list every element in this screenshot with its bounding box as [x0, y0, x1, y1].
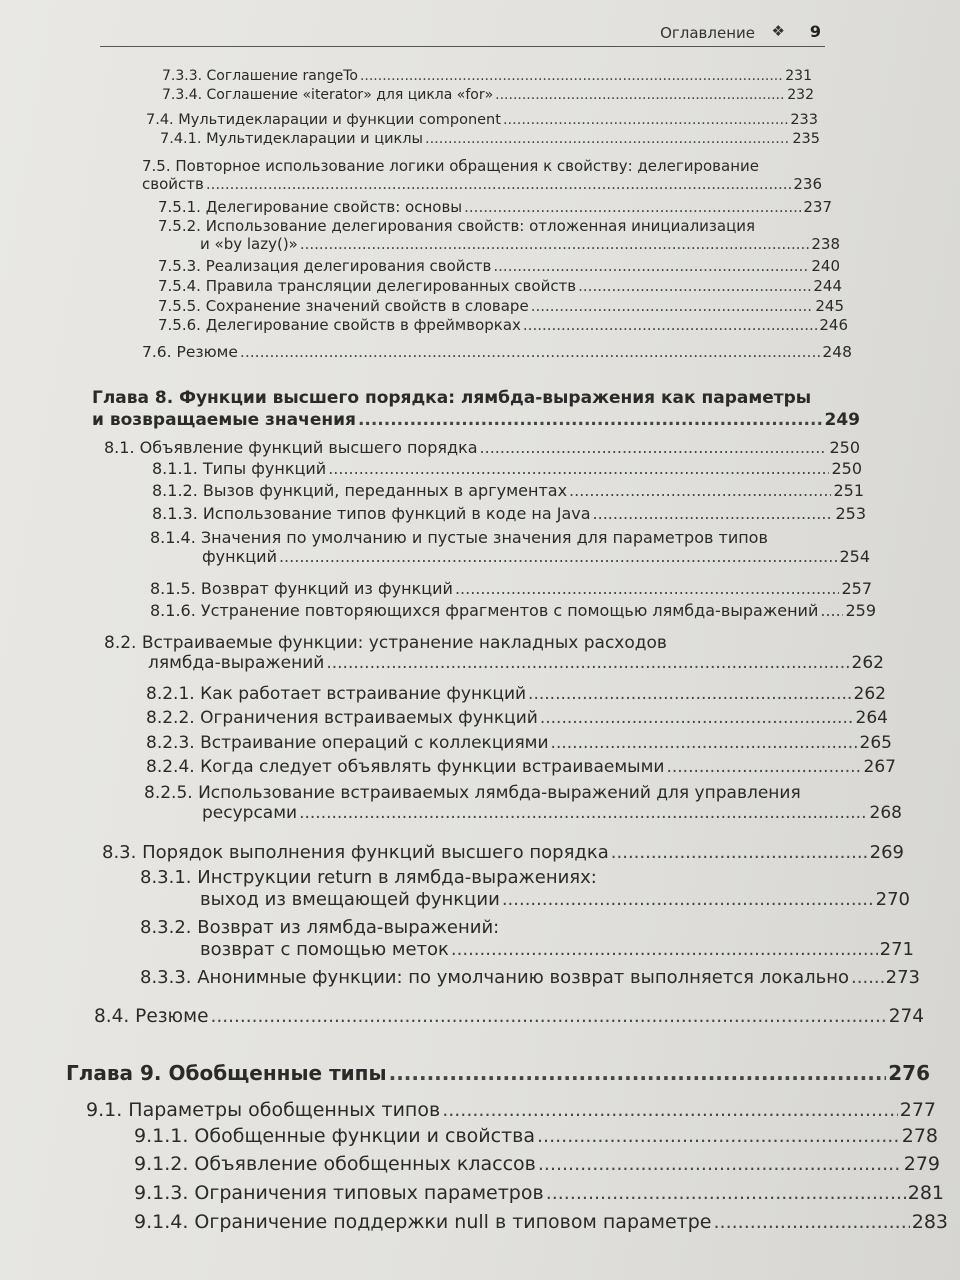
- leader-dots: [358, 409, 823, 431]
- toc-entry-title: 8.3.2. Возврат из лямбда-выражений:: [140, 917, 500, 938]
- toc-entry-page: 245: [815, 297, 844, 315]
- toc-entry-title: 7.5. Повторное использование логики обращения к свойству: делегирование: [142, 157, 759, 175]
- toc-entry-page: 265: [859, 733, 892, 753]
- leader-dots: [503, 112, 788, 129]
- toc-entry-title: 8.2.5. Использование встраиваемых лямбда-выражений для управления: [144, 783, 801, 803]
- toc-entry-title: 7.5.1. Делегирование свойств: основы: [158, 198, 463, 216]
- toc-entry: [152, 505, 866, 523]
- toc-entry-page: 274: [888, 1006, 924, 1027]
- toc-entry: [152, 460, 862, 478]
- toc-entry: [104, 633, 884, 674]
- toc-entry-title: 8.1.2. Вызов функций, переданных в аргументах: [152, 481, 568, 500]
- toc-entry-page: 250: [831, 459, 862, 478]
- leader-dots: [528, 685, 852, 705]
- leader-dots: [523, 317, 817, 334]
- leader-dots: [299, 803, 867, 823]
- leader-dots: [206, 175, 792, 193]
- toc-entry-page: 233: [790, 112, 818, 128]
- toc-entry: [140, 917, 914, 960]
- leader-dots: [531, 298, 814, 315]
- toc-entry: [134, 1126, 938, 1148]
- toc-entry-title: 8.3. Порядок выполнения функций высшего порядка: [102, 842, 609, 863]
- leader-dots: [537, 1126, 900, 1148]
- toc-entry-page: 246: [819, 316, 848, 334]
- toc-entry-page: 232: [787, 87, 814, 103]
- leader-dots: [538, 1154, 902, 1176]
- toc-entry: [158, 278, 842, 295]
- toc-entry-title: 8.3.3. Анонимные функции: по умолчанию возврат выполняется локально: [140, 967, 850, 988]
- header-title: Оглавление: [660, 24, 755, 42]
- leader-dots: [593, 505, 834, 523]
- toc-entry-page: 264: [855, 708, 888, 728]
- toc-entry: [150, 602, 876, 620]
- leader-dots: [360, 68, 783, 84]
- toc-entry: [152, 482, 864, 500]
- toc-entry-page: 262: [851, 653, 884, 674]
- toc-entry: [94, 1006, 924, 1027]
- toc-chapter-title: Глава 8. Функции высшего порядка: лямбда-выражения как параметры: [92, 388, 812, 408]
- leader-dots: [389, 1062, 887, 1085]
- toc-entry-page: 270: [875, 888, 910, 910]
- toc-entry: [144, 783, 902, 824]
- toc-entry-title: 9.1.2. Объявление обобщенных классов: [134, 1153, 536, 1175]
- toc-entry-title: 7.4.1. Мультидекларации и циклы: [160, 131, 423, 147]
- leader-dots: [451, 939, 878, 961]
- toc-entry-title-cont: ресурсами: [202, 803, 298, 824]
- toc-entry-title: 9.1.3. Ограничения типовых параметров: [134, 1182, 544, 1204]
- toc-entry-title: 8.1.4. Значения по умолчанию и пустые значения для параметров типов: [150, 528, 768, 547]
- toc-entry-page: 254: [839, 547, 870, 567]
- ornament-icon: ❖: [771, 22, 785, 40]
- toc-entry-page: 271: [879, 938, 914, 960]
- toc-entry-page: 236: [793, 175, 822, 193]
- toc-entry: [134, 1212, 948, 1234]
- toc-entry-page: 273: [885, 967, 920, 988]
- toc-entry: [146, 709, 888, 729]
- toc-entry-title: 8.1. Объявление функций высшего порядка: [104, 438, 478, 457]
- leader-dots: [551, 734, 858, 754]
- toc-entry-title-cont: выход из вмещающей функции: [200, 888, 500, 910]
- toc-entry-title: 8.2.2. Ограничения встраиваемых функций: [146, 708, 538, 728]
- toc-entry-title: 7.3.3. Соглашение rangeTo: [162, 68, 358, 84]
- toc-entry-page: 253: [835, 504, 866, 523]
- leader-dots: [502, 889, 874, 911]
- header-page-number: 9: [809, 22, 821, 41]
- toc-entry-page: 238: [811, 235, 840, 253]
- toc-entry-page: 244: [813, 277, 842, 295]
- leader-dots: [279, 547, 837, 566]
- toc-entry-page: 269: [869, 842, 904, 863]
- toc-entry: [146, 685, 886, 705]
- toc-entry-title: 7.5.3. Реализация делегирования свойств: [158, 257, 492, 275]
- toc-entry: [160, 131, 820, 148]
- toc-entry: [162, 87, 814, 103]
- toc-entry: [158, 217, 840, 253]
- toc-entry: [140, 968, 920, 989]
- toc-entry: [104, 439, 860, 457]
- toc-entry: [142, 157, 822, 193]
- toc-entry-title: 8.4. Резюме: [94, 1006, 209, 1027]
- leader-dots: [546, 1183, 906, 1205]
- leader-dots: [425, 131, 790, 148]
- toc-entry-page: 250: [829, 438, 860, 457]
- toc-entry: [158, 258, 840, 275]
- toc-entry-title-cont: и «by lazy()»: [200, 235, 298, 253]
- leader-dots: [442, 1100, 898, 1122]
- toc-entry: [102, 843, 904, 864]
- toc-entry-page: 268: [869, 803, 902, 824]
- toc-entry-title: 8.2.1. Как работает встраивание функций: [146, 684, 527, 704]
- leader-dots: [666, 758, 861, 778]
- toc-entry-title: 7.5.5. Сохранение значений свойств в словаре: [158, 297, 529, 315]
- leader-dots: [851, 968, 884, 989]
- toc-entry-page: 251: [833, 481, 864, 500]
- toc-chapter-title-cont: и возвращаемые значения: [92, 410, 356, 431]
- toc-entry-page: 240: [811, 257, 840, 275]
- toc-entry-page: 259: [845, 601, 876, 620]
- toc-entry: [146, 734, 892, 754]
- toc-entry-page: 278: [901, 1125, 938, 1147]
- toc-entry-page: 279: [903, 1153, 940, 1175]
- toc-entry: [140, 867, 910, 910]
- toc-entry: [158, 199, 832, 216]
- toc-entry-title: 7.5.2. Использование делегирования свойств: отложенная инициализация: [158, 217, 756, 235]
- leader-dots: [464, 199, 801, 216]
- toc-entry-title: 7.3.4. Соглашение «iterator» для цикла «for»: [162, 87, 494, 103]
- toc-entry-page: 235: [792, 131, 820, 147]
- leader-dots: [493, 258, 809, 275]
- toc-entry-title: 8.1.1. Типы функций: [152, 459, 327, 478]
- toc-chapter-entry: [92, 387, 860, 431]
- toc-entry: [146, 112, 818, 129]
- toc-chapter-entry: [66, 1062, 930, 1085]
- toc-entry-title: 8.1.3. Использование типов функций в коде на Java: [152, 504, 591, 523]
- toc-entry: [162, 68, 812, 84]
- toc-entry-title: 8.2.4. Когда следует объявлять функции встраиваемыми: [146, 757, 665, 777]
- leader-dots: [210, 1006, 886, 1027]
- running-header: [100, 18, 825, 47]
- toc-entry: [134, 1154, 940, 1176]
- leader-dots: [540, 709, 854, 729]
- toc-chapter-page: 276: [888, 1061, 930, 1085]
- toc-entry-title: 9.1.1. Обобщенные функции и свойства: [134, 1125, 536, 1147]
- toc-entry-page: 231: [785, 68, 812, 84]
- toc-entry-title: 8.2.3. Встраивание операций с коллекциями: [146, 733, 549, 753]
- toc-entry-title: 8.2. Встраиваемые функции: устранение накладных расходов: [104, 633, 667, 653]
- leader-dots: [300, 235, 810, 253]
- toc-entry-title: 8.3.1. Инструкции return в лямбда-выражениях:: [140, 867, 597, 888]
- toc-entry-title: 7.5.6. Делегирование свойств в фреймворках: [158, 316, 521, 334]
- toc-entry-page: 248: [822, 343, 852, 361]
- toc-entry-title-cont: функций: [202, 547, 277, 567]
- leader-dots: [578, 278, 811, 295]
- toc-entry: [158, 317, 848, 334]
- leader-dots: [611, 843, 868, 864]
- toc-entry-title: 7.4. Мультидекларации и функции component: [146, 112, 501, 128]
- toc-entry: [150, 528, 870, 566]
- toc-entry: [146, 758, 896, 778]
- leader-dots: [328, 460, 829, 478]
- leader-dots: [326, 653, 849, 673]
- toc-chapter-page: 249: [824, 410, 860, 431]
- toc-entry: [150, 580, 872, 598]
- toc-entry-page: 257: [841, 579, 872, 598]
- leader-dots: [240, 344, 821, 362]
- leader-dots: [455, 580, 840, 598]
- leader-dots: [495, 87, 785, 103]
- toc-entry-title-cont: свойств: [142, 175, 204, 193]
- toc-entry: [134, 1183, 944, 1205]
- toc-entry-page: 281: [907, 1182, 944, 1204]
- toc-entry-title: 9.1.4. Ограничение поддержки null в типовом параметре: [134, 1211, 712, 1233]
- toc-entry-page: 267: [863, 757, 896, 777]
- toc-entry: [142, 344, 852, 362]
- leader-dots: [820, 602, 843, 620]
- toc-entry-page: 283: [911, 1211, 948, 1233]
- toc-entry-page: 237: [803, 198, 832, 216]
- toc-entry-title: 7.6. Резюме: [142, 343, 238, 361]
- toc-chapter-title: Глава 9. Обобщенные типы: [66, 1061, 387, 1085]
- toc-entry-page: 262: [853, 684, 886, 704]
- toc-entry-title-cont: лямбда-выражений: [148, 653, 325, 674]
- toc-entry-page: 277: [899, 1099, 936, 1121]
- toc-entry: [158, 298, 844, 315]
- toc-entry-title-cont: возврат с помощью меток: [200, 938, 449, 960]
- leader-dots: [714, 1212, 910, 1234]
- toc-entry-title: 8.1.5. Возврат функций из функций: [150, 579, 453, 598]
- leader-dots: [569, 482, 831, 500]
- toc-entry-title: 7.5.4. Правила трансляции делегированных свойств: [158, 277, 577, 295]
- leader-dots: [480, 439, 828, 457]
- toc-entry: [86, 1100, 936, 1122]
- toc-entry-title: 8.1.6. Устранение повторяющихся фрагментов с помощью лямбда-выражений: [150, 601, 819, 620]
- toc-entry-title: 9.1. Параметры обобщенных типов: [86, 1099, 441, 1121]
